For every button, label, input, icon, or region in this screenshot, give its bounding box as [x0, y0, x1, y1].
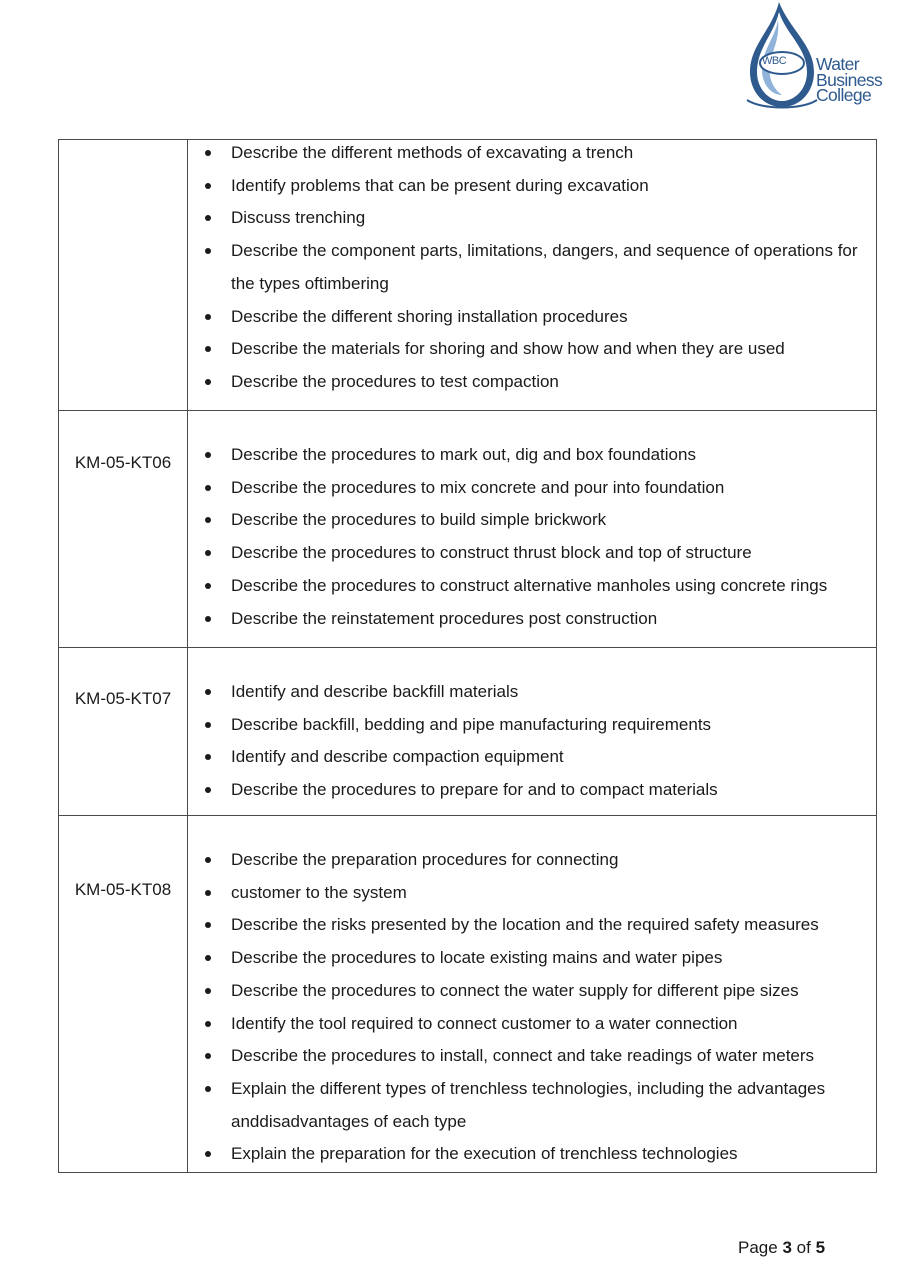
- list-item: Describe the component parts, limitations, dangers, and sequence of operations for the types oftimbering: [188, 235, 876, 300]
- page-footer: [738, 1238, 825, 1258]
- total-page-number: 5: [815, 1238, 826, 1257]
- knowledge-topics-table: [58, 139, 877, 1173]
- list-item: customer to the system: [188, 877, 876, 910]
- logo-line-water: Water: [816, 54, 860, 74]
- college-logo: [742, 0, 902, 115]
- topic-code: KM-05-KT08: [74, 880, 172, 899]
- list-item: Describe the materials for shoring and show how and when they are used: [188, 333, 876, 366]
- topic-code-cell: [59, 816, 188, 1173]
- table-row: [59, 648, 877, 816]
- list-item: Describe the reinstatement procedures post construction: [188, 603, 876, 636]
- list-item: Identify problems that can be present during excavation: [188, 170, 876, 203]
- list-item: Describe the procedures to prepare for and to compact materials: [188, 774, 876, 807]
- topic-items-cell: [188, 411, 877, 648]
- logo-abbreviation: WBC: [762, 55, 787, 67]
- topic-code-cell: [59, 140, 188, 411]
- list-item: Describe the procedures to mark out, dig and box foundations: [188, 439, 876, 472]
- topic-items-cell: [188, 648, 877, 816]
- list-item: Describe the procedures to build simple brickwork: [188, 504, 876, 537]
- topic-code: KM-05-KT06: [74, 453, 172, 472]
- table-row: [59, 140, 877, 411]
- table-row: [59, 411, 877, 648]
- topic-code-cell: [59, 411, 188, 648]
- topic-item-list: [188, 844, 876, 1171]
- list-item: Describe the different shoring installation procedures: [188, 301, 876, 334]
- list-item: Describe the procedures to connect the water supply for different pipe sizes: [188, 975, 876, 1008]
- list-item: Identify the tool required to connect customer to a water connection: [188, 1008, 876, 1041]
- list-item: Identify and describe compaction equipment: [188, 741, 876, 774]
- list-item: Describe the procedures to test compaction: [188, 366, 876, 399]
- list-item: Identify and describe backfill materials: [188, 676, 876, 709]
- logo-wordmark: [816, 54, 883, 105]
- list-item: Describe the preparation procedures for connecting: [188, 844, 876, 877]
- topic-items-cell: [188, 816, 877, 1173]
- list-item: Explain the different types of trenchless technologies, including the advantages anddisadvantages of each type: [188, 1073, 876, 1138]
- list-item: Describe the procedures to construct thrust block and top of structure: [188, 537, 876, 570]
- list-item: Describe the procedures to construct alternative manholes using concrete rings: [188, 570, 876, 603]
- current-page-number: 3: [782, 1238, 792, 1257]
- list-item: Describe the procedures to mix concrete and pour into foundation: [188, 472, 876, 505]
- topic-item-list: [188, 137, 876, 399]
- table-row: [59, 816, 877, 1173]
- topic-items-cell: [188, 140, 877, 411]
- list-item: Discuss trenching: [188, 202, 876, 235]
- logo-line-business: Business: [816, 69, 883, 90]
- list-item: Describe the procedures to install, connect and take readings of water meters: [188, 1040, 876, 1073]
- topic-item-list: [188, 439, 876, 635]
- list-item: Describe the procedures to locate existing mains and water pipes: [188, 942, 876, 975]
- topic-code-cell: [59, 648, 188, 816]
- of-label: of: [796, 1238, 811, 1257]
- topic-code: KM-05-KT07: [74, 689, 172, 708]
- logo-line-college: College: [816, 85, 872, 105]
- list-item: Describe the risks presented by the location and the required safety measures: [188, 909, 876, 942]
- page-label: Page: [738, 1238, 778, 1257]
- topic-item-list: [188, 676, 876, 807]
- list-item: Describe backfill, bedding and pipe manufacturing requirements: [188, 709, 876, 742]
- list-item: Explain the preparation for the execution of trenchless technologies: [188, 1138, 876, 1171]
- list-item: Describe the different methods of excavating a trench: [188, 137, 876, 170]
